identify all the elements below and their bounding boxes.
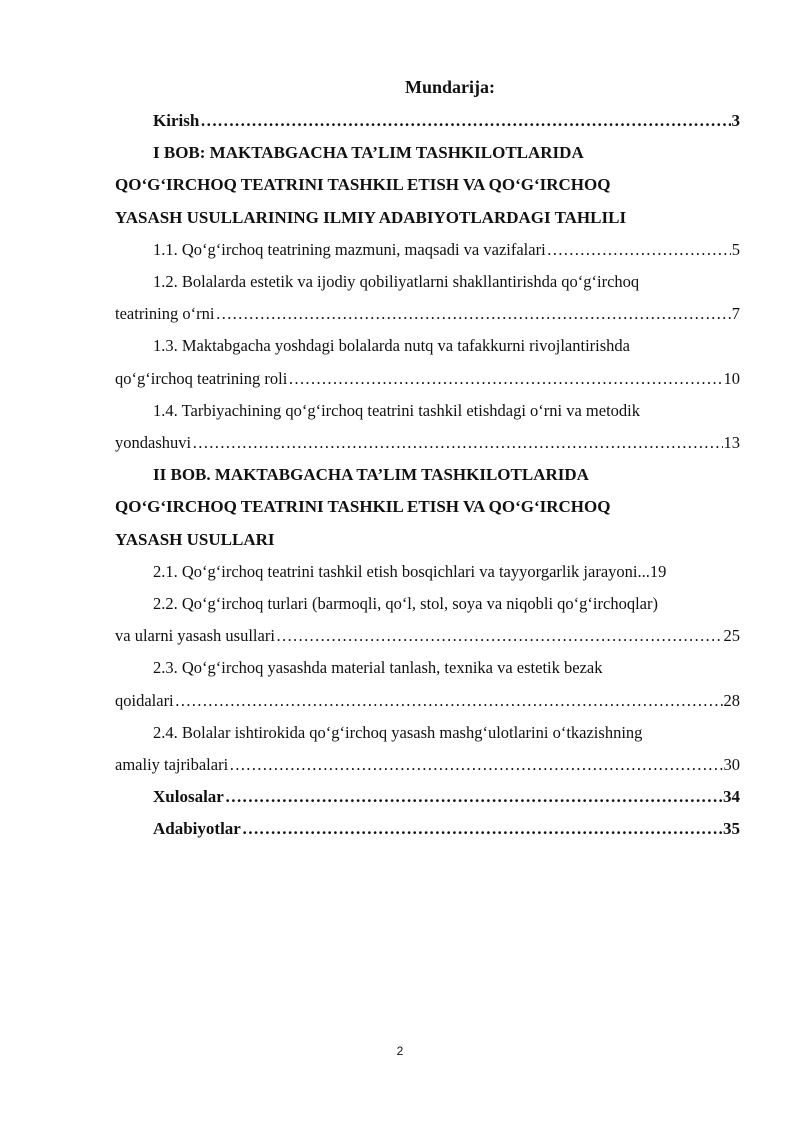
- toc-entry-1-3-line2[interactable]: [115, 363, 740, 395]
- chapter2-heading-line1[interactable]: II BOB. MAKTABGACHA TA’LIM TASHKILOTLARIDA: [153, 465, 589, 485]
- toc-entry-2-2-line2[interactable]: [115, 620, 740, 652]
- toc-page-number: 5: [731, 239, 740, 259]
- dot-leader: [288, 363, 722, 395]
- chapter1-heading-line2[interactable]: QO‘G‘IRCHOQ TEATRINI TASHKIL ETISH VA QO‘G‘IRCHOQ: [115, 175, 611, 195]
- toc-entry-label: amaliy tajribalari: [115, 755, 229, 775]
- toc-entry-label: va ularni yasash usullari: [115, 626, 275, 646]
- toc-page-number: 34: [723, 787, 740, 807]
- toc-entry-label: yondashuvi: [115, 433, 192, 453]
- page-number: 2: [396, 1044, 404, 1058]
- toc-entry-label: Kirish: [153, 111, 200, 130]
- toc-entry-2-3-line1[interactable]: 2.3. Qo‘g‘irchoq yasashda material tanlash, texnika va estetik bezak: [153, 658, 603, 678]
- toc-entry-label: Xulosalar: [153, 787, 224, 807]
- toc-entry-label: qoidalari: [115, 690, 174, 710]
- dot-leader: [225, 781, 722, 813]
- dot-leader: [215, 298, 730, 330]
- toc-page-number: 25: [723, 626, 740, 646]
- dot-leader: [229, 749, 722, 781]
- dot-leader: [200, 105, 730, 137]
- toc-entry-1-4-line2[interactable]: [115, 427, 740, 459]
- toc-title: Mundarija:: [405, 77, 495, 97]
- toc-page-number: 35: [723, 819, 740, 839]
- dot-leader: [175, 685, 723, 717]
- toc-entry-label: 1.1. Qo‘g‘irchoq teatrining mazmuni, maqsadi va vazifalari: [153, 239, 546, 259]
- toc-entry-kirish[interactable]: [115, 105, 740, 137]
- dot-leader: [547, 234, 731, 266]
- chapter2-heading-line2[interactable]: QO‘G‘IRCHOQ TEATRINI TASHKIL ETISH VA QO‘G‘IRCHOQ: [115, 497, 611, 517]
- toc-page-number: 30: [723, 755, 740, 775]
- toc-entry-xulosalar[interactable]: [115, 781, 740, 813]
- toc-entry-2-3-line2[interactable]: [115, 685, 740, 717]
- dot-leader: [276, 620, 723, 652]
- toc-page-number: 28: [723, 690, 740, 710]
- toc-entry-2-4-line2[interactable]: [115, 749, 740, 781]
- chapter2-heading-line3[interactable]: YASASH USULLARI: [115, 529, 275, 549]
- toc-entry-label: teatrining o‘rni: [115, 304, 215, 324]
- toc-page-number: 3: [731, 111, 740, 130]
- dot-leader: [192, 427, 722, 459]
- dot-leader: [242, 813, 722, 845]
- toc-entry-1-2-line2[interactable]: [115, 298, 740, 330]
- toc-page-number: 13: [723, 433, 740, 453]
- chapter1-heading-line1[interactable]: I BOB: MAKTABGACHA TA’LIM TASHKILOTLARIDA: [153, 143, 584, 163]
- toc-entry-1-2-line1[interactable]: 1.2. Bolalarda estetik va ijodiy qobiliyatlarni shakllantirishda qo‘g‘irchoq: [153, 272, 640, 292]
- toc-page-number: 10: [723, 368, 740, 388]
- toc-entry-1-3-line1[interactable]: 1.3. Maktabgacha yoshdagi bolalarda nutq va tafakkurni rivojlantirishda: [153, 336, 630, 356]
- chapter1-heading-line3[interactable]: YASASH USULLARINING ILMIY ADABIYOTLARDAGI TAHLILI: [115, 207, 627, 227]
- toc-entry-2-1[interactable]: 2.1. Qo‘g‘irchoq teatrini tashkil etish bosqichlari va tayyorgarlik jarayoni...19: [153, 561, 667, 581]
- toc-entry-2-4-line1[interactable]: 2.4. Bolalar ishtirokida qo‘g‘irchoq yasash mashg‘ulotlarini o‘tkazishning: [153, 722, 643, 742]
- toc-entry-1-1[interactable]: [115, 234, 740, 266]
- toc-entry-2-2-line1[interactable]: 2.2. Qo‘g‘irchoq turlari (barmoqli, qo‘l, stol, soya va niqobli qo‘g‘irchoqlar): [153, 594, 658, 614]
- toc-entry-label: qo‘g‘irchoq teatrining roli: [115, 368, 288, 388]
- toc-entry-label: Adabiyotlar: [153, 819, 241, 839]
- toc-entry-1-4-line1[interactable]: 1.4. Tarbiyachining qo‘g‘irchoq teatrini tashkil etishdagi o‘rni va metodik: [153, 400, 641, 420]
- table-of-contents: [115, 105, 740, 846]
- toc-page-number: 7: [731, 304, 740, 324]
- toc-entry-adabiyotlar[interactable]: [115, 813, 740, 845]
